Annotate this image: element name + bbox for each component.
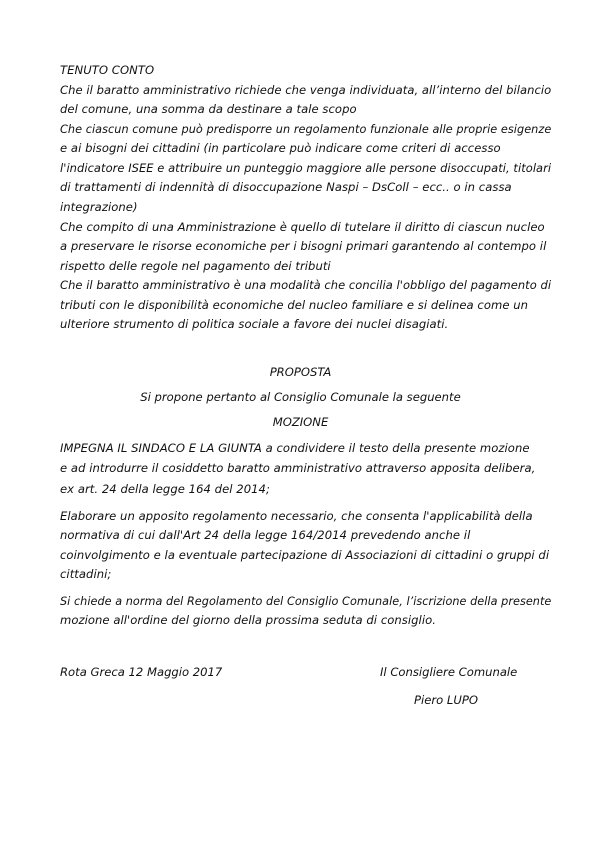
consideration-line: ulteriore strumento di politica sociale a favore dei nuclei disagiati. (60, 317, 449, 331)
chiede-line: mozione all'ordine del giorno della prossima seduta di consiglio. (60, 613, 436, 627)
consideration-line: e ai bisogni dei cittadini (in particolare può indicare come criteri di accesso (60, 141, 501, 155)
place-date: Rota Greca 12 Maggio 2017 (60, 665, 223, 679)
heading-proposta: PROPOSTA (269, 365, 332, 379)
consideration-line: tributi con le disponibilità economiche del nucleo familiare e si delinea come un (60, 298, 529, 312)
heading-mozione: MOZIONE (272, 415, 329, 429)
elaborare-line: cittadini; (60, 567, 112, 581)
impegna-line: ex art. 24 della legge 164 del 2014; (60, 482, 270, 496)
consideration-line: Che il baratto amministrativo richiede che venga individuata, all’interno del bilancio (60, 83, 552, 97)
consideration-line: di trattamenti di indennità di disoccupazione Naspi – DsColl – ecc.. o in cassa (60, 180, 512, 194)
consideration-line: Che ciascun comune può predisporre un regolamento funzionale alle proprie esigenze (60, 122, 552, 136)
consideration-line: l'indicatore ISEE e attribuire un punteggio maggiore alle persone disoccupati, titolari (60, 161, 552, 175)
heading-tenuto-conto: TENUTO CONTO (60, 63, 155, 77)
elaborare-line: Elaborare un apposito regolamento necessario, che consenta l'applicabilità della (60, 509, 533, 523)
consideration-line: integrazione) (60, 200, 138, 214)
impegna-line: e ad introdurre il cosiddetto baratto amministrativo attraverso apposita delibera, (60, 461, 536, 475)
consideration-line: Che compito di una Amministrazione è quello di tutelare il diritto di ciascun nucleo (60, 220, 545, 234)
consideration-line: a preservare le risorse economiche per i bisogni primari garantendo al contempo il (60, 239, 547, 253)
consideration-line: rispetto delle regole nel pagamento dei tributi (60, 259, 331, 273)
proposal-text: Si propone pertanto al Consiglio Comunale la seguente (140, 390, 461, 404)
consideration-line: Che il baratto amministrativo è una modalità che concilia l'obbligo del pagamento di (60, 278, 552, 292)
impegna-line: IMPEGNA IL SINDACO E LA GIUNTA a condividere il testo della presente mozione (60, 441, 530, 455)
signer-name: Piero LUPO (414, 693, 478, 707)
consideration-line: del comune, una somma da destinare a tale scopo (60, 102, 357, 116)
elaborare-line: coinvolgimento e la eventuale partecipazione di Associazioni di cittadini o gruppi di (60, 548, 550, 562)
elaborare-line: normativa di cui dall'Art 24 della legge 164/2014 prevedendo anche il (60, 528, 471, 542)
chiede-line: Si chiede a norma del Regolamento del Consiglio Comunale, l’iscrizione della presente (60, 594, 552, 608)
signer-role: Il Consigliere Comunale (380, 665, 518, 679)
